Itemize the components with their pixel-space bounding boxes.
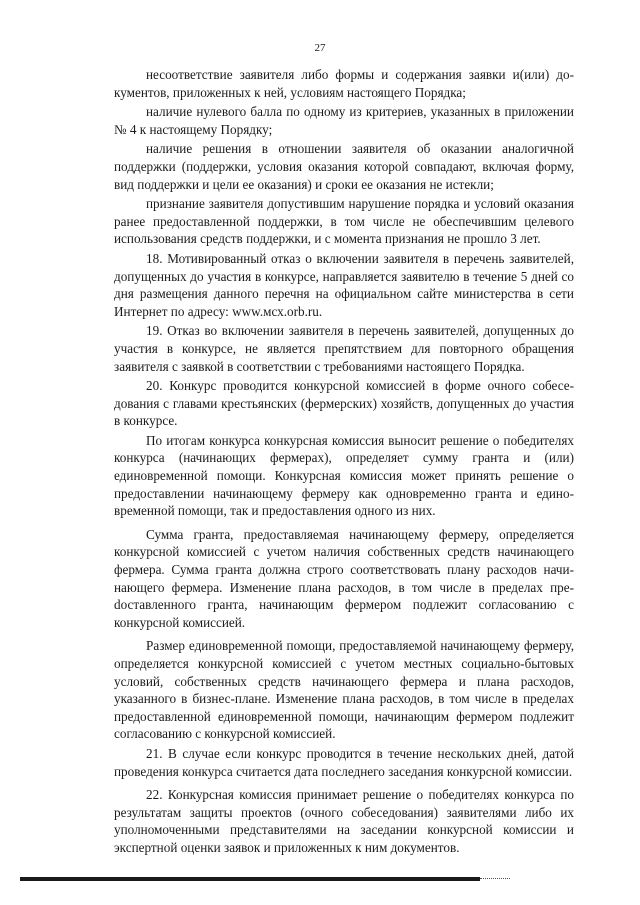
paragraph-results: По итогам конкурса конкурсная комиссия выносит решение о победителях конкурса (начинающих фермерах), определяет сумму гранта и (или) единовременной помощи. Конкурсная комиссия может принять решение о предоставлении начинающему фермеру как одновременно гранта и единовременной помощи, так и предоставления одного из них. bbox=[114, 432, 574, 519]
paragraph-one-time-aid: Размер единовременной помощи, предоставляемой начинающему фермеру, определяется конкурсной комиссией с учетом местных социально-бытовых условий, собственных средств начинающего фермера и плана расходов, указанного в бизнес-плане. Изменение плана расходов, в том числе в пределах предоставленной единовременной помощи, начинающим фермером подлежит согласованию с конкурсной комиссией. bbox=[114, 638, 574, 742]
paragraph-noncompliance: несоответствие заявителя либо формы и содержания заявки и(или) документов, приложенных к ней, условиям настоящего Порядка; bbox=[114, 67, 574, 100]
page-number: 27 bbox=[314, 42, 326, 54]
paragraph-item-18: 18. Мотивированный отказ о включении заявителя в перечень заявителей, допущенных до участия в конкурсе, направляется заявителю в течение 5 дней со дня размещения данного перечня на официальном сайте министерства в сети Интернет по адресу: www.мсх.orb.ru. bbox=[114, 250, 574, 319]
paragraph-grant-amount: Сумма гранта, предоставляемая начинающему фермеру, определяется конкурсной комиссией с учетом наличия собственных средств начинающего фермера. Сумма гранта должна строго соответствовать плану расходов начинающего фермера. Изменение плана расходов, в том числе в пределах преdоставленного гранта, начинающим фермером подлежит согласованию с конкурсной комиссией. bbox=[114, 526, 574, 630]
scan-edge-bar bbox=[20, 877, 480, 881]
paragraph-prior-support: наличие решения в отношении заявителя об оказании аналогичной поддержки (поддержки, условия оказания которой совпадают, включая форму, вид поддержки и цели ее оказания) и сроки ее оказания не истекли; bbox=[114, 141, 574, 192]
document-body bbox=[114, 66, 574, 859]
paragraph-violation: признание заявителя допустившим нарушение порядка и условий оказания ранее предоставленной поддержки, в том числе не обеспечившим целевого использования средств поддержки, и с момента признания не прошло 3 лет. bbox=[114, 196, 574, 247]
paragraph-item-19: 19. Отказ во включении заявителя в перечень заявителей, допущенных до участия в конкурсе, не является препятствием для повторного обращения заявителя с заявкой в соответствии с требованиями настоящего Порядка. bbox=[114, 323, 574, 374]
paragraph-item-20: 20. Конкурс проводится конкурсной комиссией в форме очного собеседования с главами крестьянских (фермерских) хозяйств, допущенных до участия в конкурсе. bbox=[114, 378, 574, 429]
paragraph-item-21: 21. В случае если конкурс проводится в течение нескольких дней, датой проведения конкурса считается дата последнего заседания конкурсной комиссии. bbox=[114, 745, 574, 779]
paragraph-item-22: 22. Конкурсная комиссия принимает решение о победителях конкурса по результатам защиты проектов (очного собеседования) заявителями либо их уполномоченными представителями на заседании конкурсной комиссии и экспертной оценки заявок и приложенных к ним документов. bbox=[114, 787, 574, 855]
paragraph-zero-score: наличие нулевого балла по одному из критериев, указанных в приложении № 4 к настоящему Порядку; bbox=[114, 104, 574, 137]
